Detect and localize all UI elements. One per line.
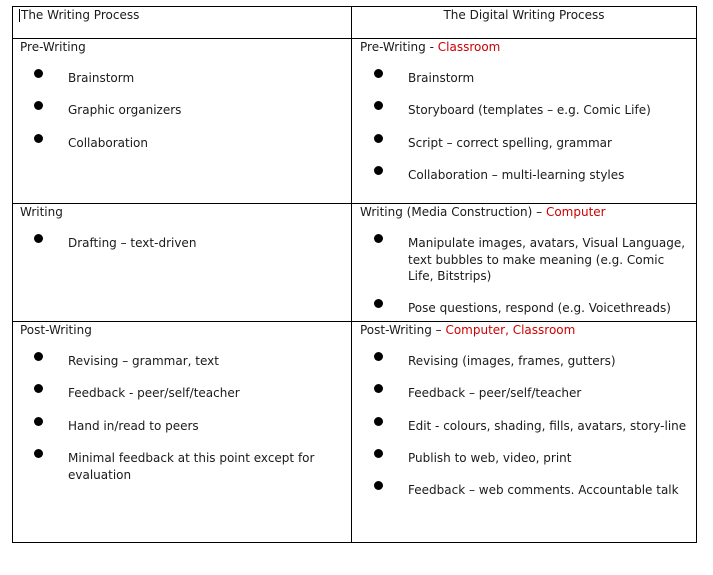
bullet-icon: [374, 449, 383, 458]
bullet-icon: [374, 299, 383, 308]
bullet-icon: [374, 481, 383, 490]
bullet-icon: [34, 449, 43, 458]
list-item: Pose questions, respond (e.g. Voicethreads): [408, 301, 671, 315]
bullet-icon: [374, 134, 383, 143]
section-title-location: Computer: [545, 205, 606, 219]
row-divider: [13, 321, 696, 322]
column-divider: [351, 7, 352, 542]
bullet-icon: [374, 384, 383, 393]
bullet-icon: [374, 417, 383, 426]
section-title-pre-writing: Pre-Writing: [20, 40, 86, 54]
bullet-icon: [374, 352, 383, 361]
section-title-writing: Writing: [20, 205, 63, 219]
list-item: Hand in/read to peers: [68, 419, 199, 433]
list-item: Minimal feedback at this point except for evaluation: [68, 451, 315, 482]
section-title-text: Post-Writing –: [360, 323, 446, 337]
list-item: Graphic organizers: [68, 103, 182, 117]
section-title-post-writing: Post-Writing: [20, 323, 92, 337]
section-title-writing-digital: [360, 204, 606, 220]
section-title-post-writing-digital: [360, 322, 575, 338]
header-digital-writing-process: The Digital Writing Process: [443, 8, 605, 22]
row-divider: [13, 38, 696, 39]
list-item: Script – correct spelling, grammar: [408, 136, 612, 150]
list-item: Drafting – text-driven: [68, 236, 197, 250]
list-item: Storyboard (templates – e.g. Comic Life): [408, 103, 651, 117]
bullet-icon: [34, 234, 43, 243]
section-title-text: Pre-Writing -: [360, 40, 438, 54]
bullet-icon: [34, 384, 43, 393]
section-title-location: Classroom: [437, 40, 501, 54]
text-cursor: [19, 9, 20, 22]
list-item: Revising – grammar, text: [68, 354, 219, 368]
bullet-icon: [374, 166, 383, 175]
list-item: Collaboration: [68, 136, 148, 150]
list-item: Brainstorm: [408, 71, 475, 85]
list-item: Manipulate images, avatars, Visual Language, text bubbles to make meaning (e.g. Comic Life, Bitstrips): [408, 236, 686, 283]
list-item: Brainstorm: [68, 71, 135, 85]
list-item: Collaboration – multi-learning styles: [408, 168, 625, 182]
section-title-text: Writing (Media Construction) –: [360, 205, 546, 219]
header-writing-process: The Writing Process: [21, 8, 140, 22]
list-item: Publish to web, video, print: [408, 451, 572, 465]
bullet-icon: [34, 101, 43, 110]
bullet-icon: [34, 134, 43, 143]
section-title-location: Computer, Classroom: [445, 323, 576, 337]
list-item: Revising (images, frames, gutters): [408, 354, 616, 368]
bullet-icon: [374, 101, 383, 110]
section-title-pre-writing-digital: [360, 39, 500, 55]
bullet-icon: [34, 352, 43, 361]
bullet-icon: [34, 417, 43, 426]
list-item: Feedback - peer/self/teacher: [68, 386, 240, 400]
bullet-icon: [374, 234, 383, 243]
list-item: Feedback – web comments. Accountable talk: [408, 483, 679, 497]
list-item: Edit - colours, shading, fills, avatars, story-line: [408, 419, 687, 433]
bullet-icon: [34, 69, 43, 78]
list-item: Feedback – peer/self/teacher: [408, 386, 582, 400]
bullet-icon: [374, 69, 383, 78]
